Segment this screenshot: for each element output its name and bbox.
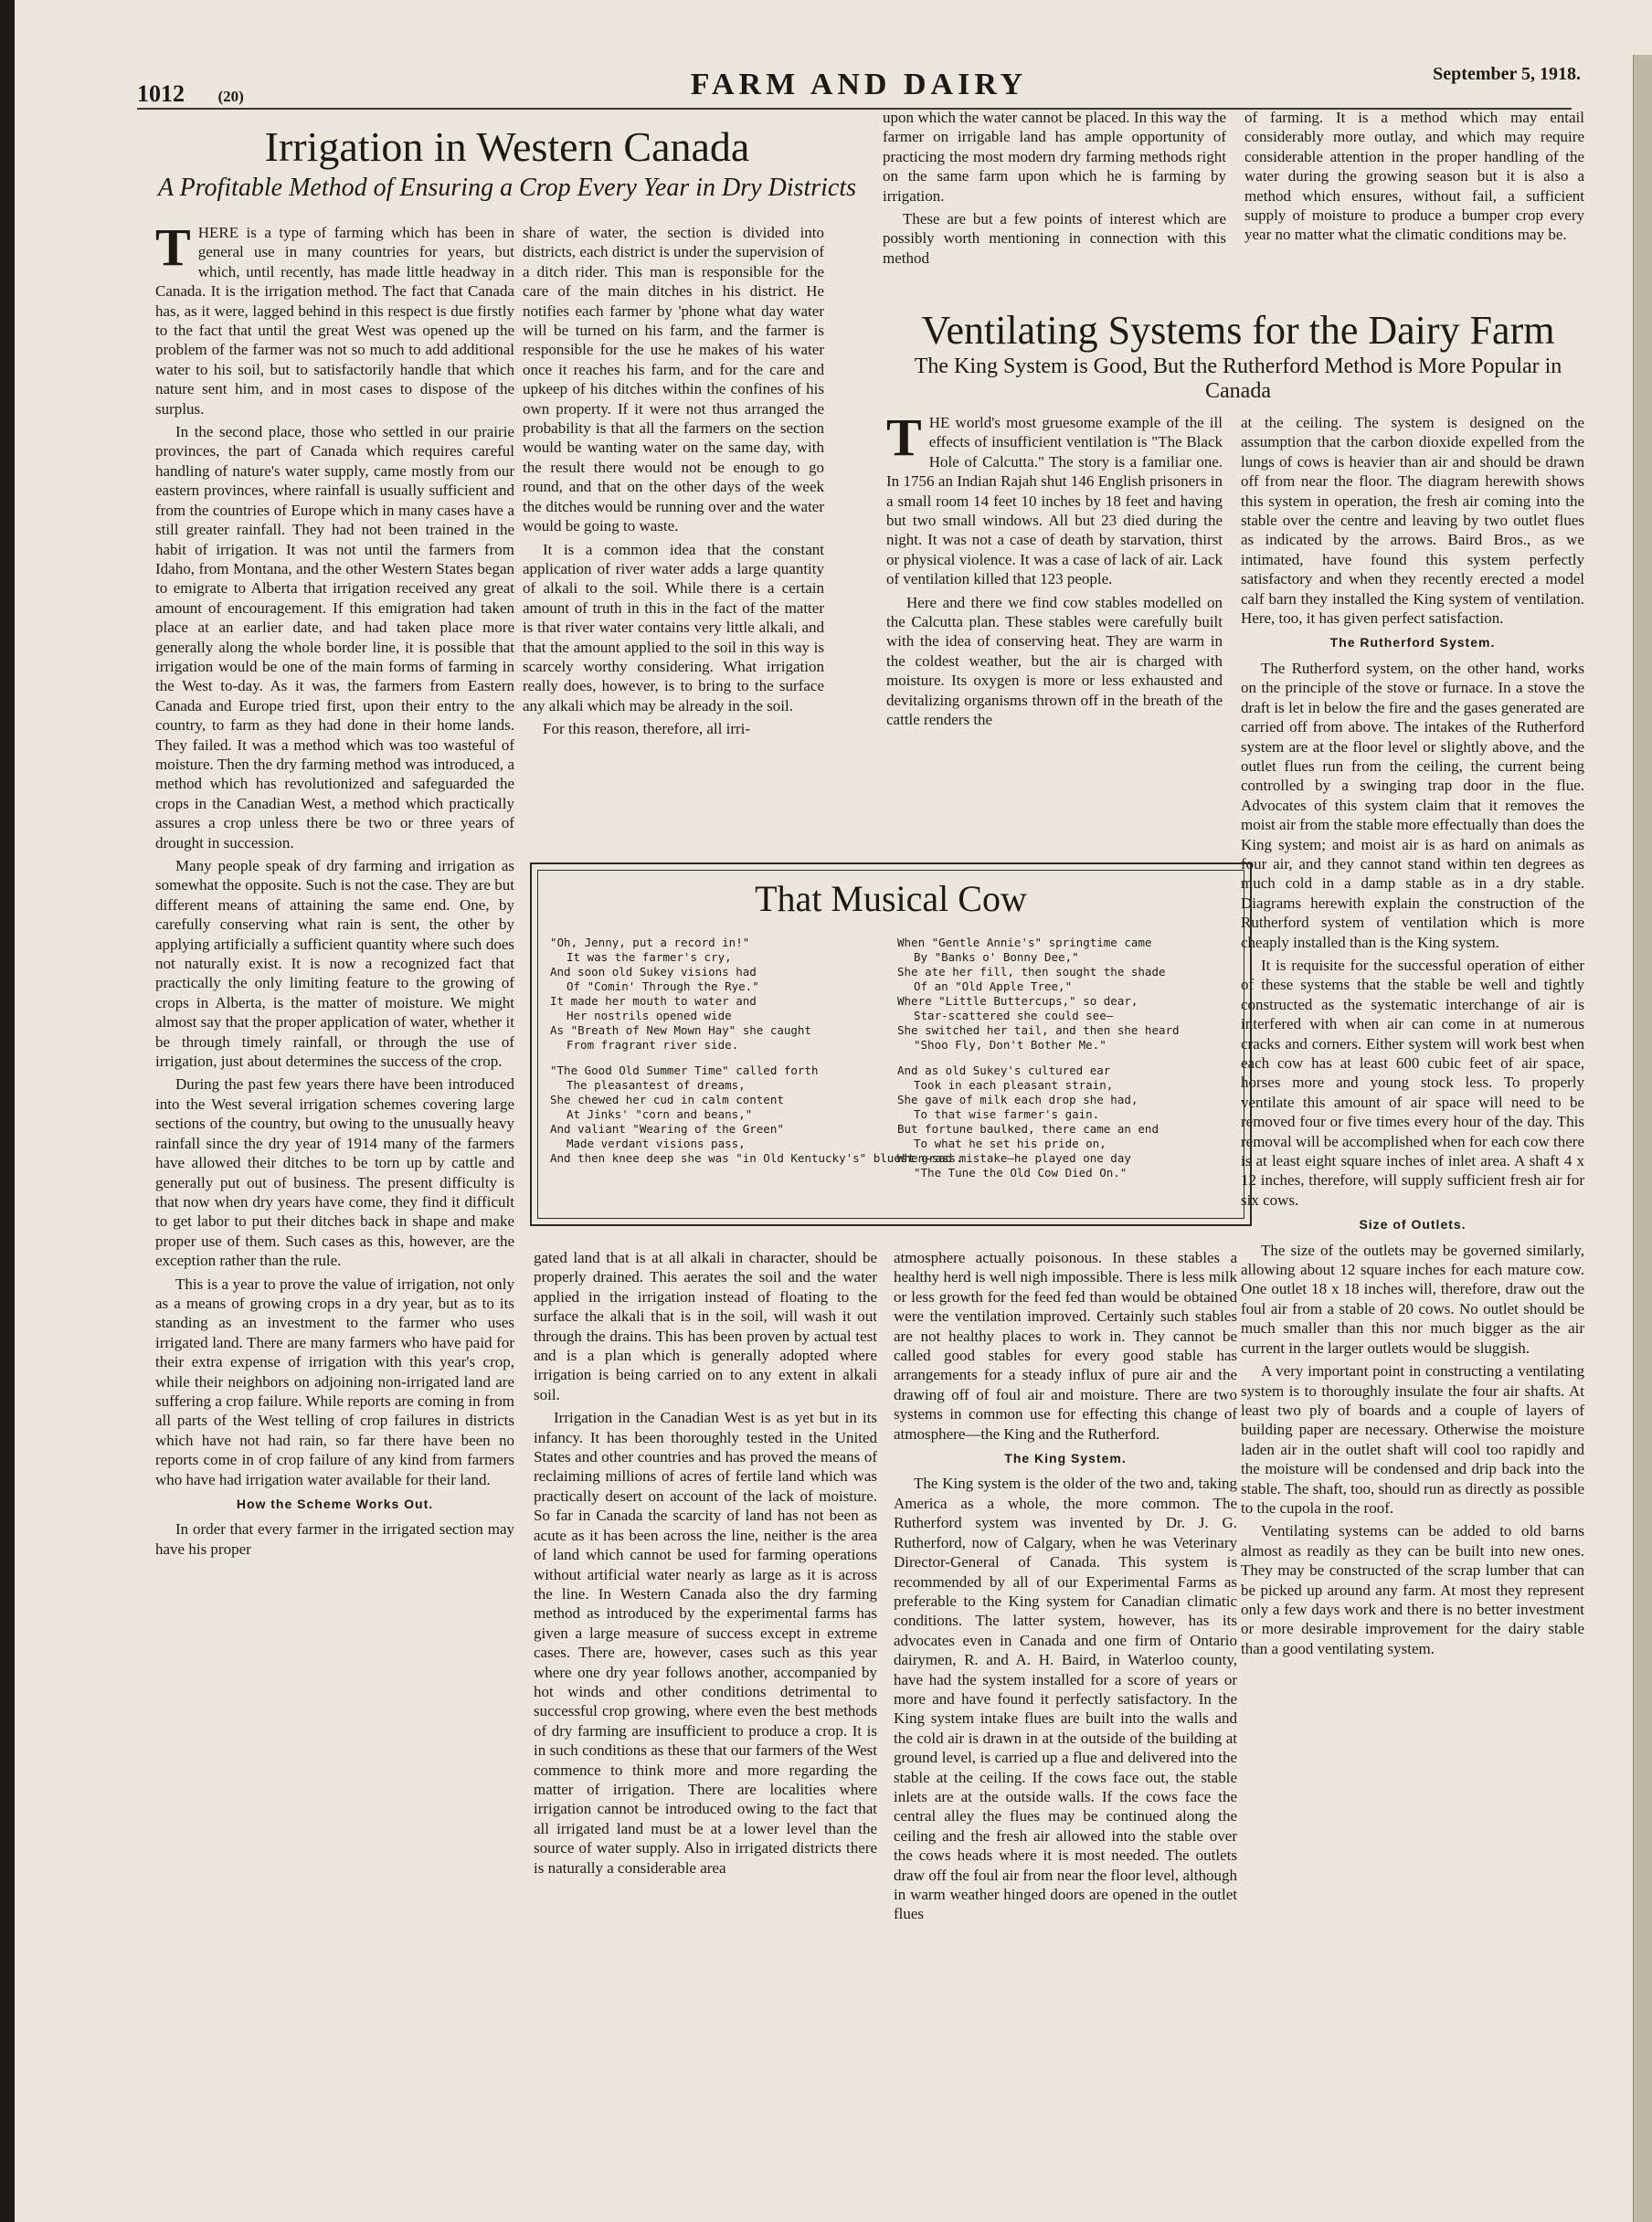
article1-col2b-para-2: Irrigation in the Canadian West is as yet but in its infancy. It has been thoroughly tested in the United States and other countries and has proved the means of reclaiming millions of acres of fertile land which was practically desert on account of the lack of moisture. So far in Canada the scarcity of land has not been as acute as it has been across the line, neither is the area of land which cannot be used for farming operations without artificial water nearly as large as it is across the line. In Western Canada also the dry farming method as introduced by the experimental farms has given a large measure of success except in extreme cases. There are, however, cases such as this year where one dry year follows another, accompanied by hot winds and other conditions detrimental to successful crop growing, where even the best methods of dry farming are insufficient to produce a crop. It is in such conditions as these that our farmers of the West commence to think more and more regarding the matter of irrigation. There are localities where irrigation cannot be introduced owing to the fact that all irrigated land must be at a lower level than the source of water supply. Also in irrigated districts there is naturally a considerable area	[534, 1409, 877, 1877]
poem-line: By "Banks o' Bonny Dee,"	[914, 950, 1079, 964]
article1-para-4: During the past few years there have been introduced into the West several irrigation schemes covering large sections of the country, but owing to the unusually heavy rainfall since the dry year of 1914 many of the farmers have allowed their ditches to be torn up by cattle and generally put out of business. The present difficulty is that now when dry years have come, they find it difficult to get labor to put their ditches back in shape and make proper use of them. Such cases as this, however, are the exception rather than the rule.	[155, 1075, 514, 1270]
binding-edge	[0, 0, 15, 2222]
poem-line: The pleasantest of dreams,	[567, 1078, 746, 1092]
article2-title: Ventilating Systems for the Dairy Farm	[921, 308, 1555, 353]
poem-line: "The Tune the Old Cow Died On."	[914, 1166, 1128, 1180]
drop-cap: T	[155, 223, 191, 277]
rutherford-subhead: The Rutherford System.	[1329, 635, 1496, 651]
article1-subhead: How the Scheme Works Out.	[236, 1497, 434, 1511]
article1-column-2-top	[523, 223, 824, 855]
poem-line: Of "Comin' Through the Rye."	[567, 979, 759, 993]
article2-para-1	[886, 413, 1223, 589]
article1-para-2: In the second place, those who settled in our prairie provinces, the part of Canada which requires careful handling of nature's water supply, came mostly from our eastern provinces, where rainfall is usually sufficient and from the countries of Europe which in many cases have a still greater rainfall. They had not been trained in the habit of irrigation. It was not until the farmers from Idaho, from Montana, and the other Western States began to emigrate to Alberta that irrigation received any great amount of encouragement. If this emigration had taken place at an earlier date, and had taken place more generally along the whole border line, it is possible that irrigation would be one of the main forms of farming in the West to-day. As it was, the farmers from Eastern Canada and Europe tried first, upon their entry to the country, to farm as they had done in their home lands. They failed. It was a method which was too wasteful of moisture. Then the dry farming method was introduced, a method which has revolutionized and safeguarded the crops in the Canadian West, a method which practically assures a crop unless there be two or three years of drought in succession.	[155, 423, 514, 852]
article2-col4-para-1: at the ceiling. The system is designed on the assumption that the carbon dioxide expelled from the lungs of cows is heavier than air and should be drawn off from near the floor. The diagram herewith shows this system in operation, the fresh air coming into the stable over the centre and leaving by two outlet flues as indicated by the arrows. Baird Bros., as we intimated, have found this system perfectly satisfactory and when they recently erected a model calf barn they installed the King system of ventilation. Here, too, it has given perfect satisfaction.	[1241, 414, 1584, 628]
poem-line: At Jinks' "corn and beans,"	[567, 1107, 753, 1121]
poem-line: Star-scattered she could see—	[914, 1009, 1114, 1022]
article2-col4-para-5: A very important point in constructing a ventilating system is to thoroughly insulate the four air shafts. At least two ply of boards and a couple of layers of building paper are necessary. Otherwise the moisture laden air in the outlet shaft will cool too rapidly and the moisture will be condensed and drip back into the stable. The shaft, too, should run as directly as possible to the cupola in the roof.	[1241, 1362, 1584, 1517]
article1-para-6: In order that every farmer in the irrigated section may have his proper	[155, 1520, 514, 1558]
article1-title: Irrigation in Western Canada	[264, 123, 750, 170]
poem-line: And valiant "Wearing of the Green"	[550, 1122, 784, 1136]
article1-col3-para-2: These are but a few points of interest which are possibly worth mentioning in connection with this method	[883, 210, 1226, 267]
article2-col4-para-3: It is requisite for the successful operation of either of these systems that the stable be well and tightly constructed as the systematic interchange of air is interfered with when air can come in at numerous cracks and corners. Either system will work best when each cow has at least 600 cubic feet of air space, horses more and young stock less. To properly ventilate this amount of air space will need to be removed four or five times every hour of the day. This removal will be accomplished when for each cow there is at least eight square inches of inlet area. A shaft 4 x 12 inches, therefore, will supply sufficient fresh air for six cows.	[1241, 956, 1584, 1209]
article2-col4-para-6: Ventilating systems can be added to old barns almost as readily as they can be built into new ones. They may be constructed of the scrap lumber that can be picked up around any farm. At most they represent only a few days work and there is no better investment or more desirable improvement for the dairy stable than a good ventilating system.	[1241, 1522, 1584, 1657]
poem-line: And soon old Sukey visions had	[550, 965, 757, 979]
poem-line: "Shoo Fly, Don't Bother Me."	[914, 1038, 1107, 1052]
article2-col3b-para-2: The King system is the older of the two and, taking America as a whole, the more common. The Rutherford system was invented by Dr. J. G. Rutherford, now of Calgary, when he was Veterinary Director-General of Canada. This system is recommended by all of our Experimental Farms as preferable to the King system for Canadian climatic conditions. The latter system, however, has its advocates even in Canada and one firm of Ontario dairymen, R. and A. H. Baird, in Waterloo county, have had the system installed for a score of years or more and have found it perfectly satisfactory. In the King system intake flues are built into the walls and the cold air is drawn in at the outside of the building at ground level, is carried up a flue and delivered into the stable at the ceiling. If the cows face out, the stable inlets are at the outside walls. If the cows face the central alley the flues may be continued along the ceiling and the fresh air allowed into the stable over the cows heads where it is most needed. The outlets draw off the foul air from near the floor level, although in warm weather hinged doors are opened in the outlet flues	[894, 1475, 1237, 1923]
poem-line: To what he set his pride on,	[914, 1137, 1107, 1150]
next-page-edge	[1633, 55, 1652, 2222]
page-sub-number: (20)	[217, 88, 244, 105]
poem-box	[530, 862, 1252, 1226]
poem-right-column	[897, 936, 1235, 1191]
article2-para-1-text: HE world's most gruesome example of the ill effects of insufficient ventilation is "The Black Hole of Calcutta." The story is a familiar one. In 1756 an Indian Rajah shut 146 English prisoners in a small room 14 feet 10 inches by 18 feet and having but two small windows. All but 23 died during the night. It was not a case of death by starvation, thirst or physical violence. It was a case of lack of air. Lack of ventilation killed that 123 people.	[886, 414, 1223, 588]
poem-line: She gave of milk each drop she had,	[897, 1093, 1138, 1106]
article1-col3-para-1: upon which the water cannot be placed. In this way the farmer on irrigable land has ample opportunity of practicing the most modern dry farming methods right on the same farm upon which he is farming by irrigation.	[883, 109, 1226, 205]
poem-line: She ate her fill, then sought the shade	[897, 965, 1166, 979]
article1-column-2-bottom	[534, 1248, 877, 2171]
poem-line: But fortune baulked, there came an end	[897, 1122, 1159, 1136]
article1-para-1-text: HERE is a type of farming which has been in general use in many countries for years, but which, until recently, has made little headway in Canada. It is the irrigation method. The fact that Canada has, as it were, lagged behind in this respect is due firstly to the fact that until the great West was opened up the problem of the farmer was not so much to add additional water to his soil, but to satisfactorily handle that which nature sent him, and in most cases to dispose of the surplus.	[155, 224, 514, 418]
article1-column-4-top	[1244, 108, 1584, 304]
article1-col2-para-1: share of water, the section is divided into districts, each district is under the supervision of a ditch rider. This man is responsible for the care of the main ditches in his district. He notifies each farmer by 'phone what day water will be turned on his farm, and the farmer is responsible for the use he makes of his water once it reaches his farm, and for the care and upkeep of his ditches within the confines of his own property. If it were not thus arranged the probability is that all the farmers on the section would be wanting water on the same day, with the result there would not be enough to go round, and that on the other days of the week the ditches would be running over and the water would be going to waste.	[523, 224, 824, 535]
page-number-value: 1012	[137, 80, 185, 107]
poem-stanza-3	[897, 936, 1235, 1053]
poem-line: She switched her tail, and then she heard	[897, 1023, 1180, 1037]
poem-line: From fragrant river side.	[567, 1038, 739, 1052]
poem-line: It made her mouth to water and	[550, 994, 757, 1008]
article1-col4-para-1: of farming. It is a method which may entail considerably more outlay, and which may require considerable attention in the proper handling of the water during the growing season but it is also a method which ensures, without fail, a sufficient supply of moisture to produce a bumper crop every year no matter what the climatic conditions may be.	[1244, 109, 1584, 244]
poem-stanza-2	[550, 1063, 963, 1166]
outlets-subhead: Size of Outlets.	[1359, 1217, 1467, 1233]
article1-col2b-para-1: gated land that is at all alkali in character, should be properly drained. This aerates the soil and the water applied in the irrigation instead of floating to the surface the alkali that is in the soil, will wash it out through the drains. This has been proven by actual test and is a plan which is generally adopted where irrigation is being carried on to any extent in alkali soil.	[534, 1249, 877, 1403]
poem-line: Where "Little Buttercups," so dear,	[897, 994, 1138, 1008]
poem-line: When—sad mistake—he played one day	[897, 1151, 1131, 1165]
masthead: FARM AND DAIRY	[690, 68, 1028, 101]
poem-line: Of an "Old Apple Tree,"	[914, 979, 1073, 993]
article1-column-1	[155, 223, 514, 2178]
poem-line: And then knee deep she was "in Old Kentucky's" bluest grass.	[550, 1151, 963, 1165]
poem-line: "The Good Old Summer Time" called forth	[550, 1063, 819, 1077]
article2-column-3-bottom	[894, 1248, 1237, 2171]
article1-subtitle: A Profitable Method of Ensuring a Crop Every Year in Dry Districts	[157, 174, 856, 202]
king-subhead: The King System.	[1004, 1451, 1127, 1466]
article2-column-3-upper	[886, 413, 1223, 852]
poem-line: As "Breath of New Mown Hay" she caught	[550, 1023, 811, 1037]
article2-para-2: Here and there we find cow stables modelled on the Calcutta plan. These stables were carefully built with the idea of conserving heat. They are warm in the coldest weather, but the air is charged with moisture. Its oxygen is more or less exhausted and devitalizing organisms thrown off in the breath of the cattle renders the	[886, 593, 1223, 729]
poem-line: "Oh, Jenny, put a record in!"	[550, 936, 750, 949]
article2-subtitle: The King System is Good, But the Rutherford Method is More Popular in Canada	[914, 354, 1562, 403]
poem-line: To that wise farmer's gain.	[914, 1107, 1100, 1121]
article1-col2-para-2: It is a common idea that the constant application of river water adds a large quantity of alkali to the soil. While there is a certain amount of truth in this in the fact of the matter is that river water contains very little alkali, and that the amount applied to the soil in this way is scarcely worthy considering. What irrigation really does, however, is to bring to the surface any alkali which may be already in the soil.	[523, 540, 824, 714]
article1-para-5: This is a year to prove the value of irrigation, not only as a means of growing crops in a dry year, but as to its standing as an investment to the farmer who uses irrigated land. There are many farmers who have paid for their extra expense of irrigation with this year's crop, while their neighbors on adjoining non-irrigated land are suffering a crop failure. While reports are coming in from all parts of the West telling of crop failures in districts which have not had rain, so far there have been no reports come in of crop failure of any kind from farmers who have had irrigation water available for their land.	[155, 1275, 514, 1488]
article1-column-3-top	[883, 108, 1226, 304]
drop-cap-2: T	[886, 413, 922, 467]
article1-para-3: Many people speak of dry farming and irrigation as somewhat the opposite. Such is not the case. They are but different means of attaining the same end. One, by carefully conserving what rain is sent, the other by applying artificially a sufficient quantity where such does not naturally exist. It is now a recognized fact that practically the only limiting feature to the growing of crops in Alberta, is the matter of moisture. We might almost say that the proper application of water, whether it be through timely rainfall, or through the use of irrigation, just about determines the success of the crop.	[155, 857, 514, 1071]
poem-line: Took in each pleasant strain,	[914, 1078, 1114, 1092]
issue-date: September 5, 1918.	[1433, 64, 1581, 84]
poem-line: When "Gentle Annie's" springtime came	[897, 936, 1152, 949]
article2-col4-para-4: The size of the outlets may be governed similarly, allowing about 12 square inches for each mature cow. One outlet 18 x 18 inches will, therefore, draw out the foul air from a stable of 20 cows. No outlet should be much smaller than this nor much bigger as the air current in the larger outlets would be sluggish.	[1241, 1241, 1584, 1357]
poem-line: It was the farmer's cry,	[567, 950, 732, 964]
article1-col2-para-3: For this reason, therefore, all irri-	[543, 720, 751, 738]
poem-line: And as old Sukey's cultured ear	[897, 1063, 1111, 1077]
article1-para-1	[155, 223, 514, 418]
article2-col3b-para-1: atmosphere actually poisonous. In these stables a healthy herd is well nigh impossible. There is less milk or less growth for the feed fed than would be obtained were the ventilation improved. Certainly such stables are not healthy places to work in. They cannot be called good stables for every good stable has arrangements for a steady influx of pure air and the drawing off of foul air and moisture. There are two systems in common use for effecting this change of atmosphere—the King and the Rutherford.	[894, 1249, 1237, 1443]
article2-col4-para-2: The Rutherford system, on the other hand, works on the principle of the stove or furnace. In a stove the draft is let in below the fire and the gases generated are carried off from above. The intakes of the Rutherford system are at the floor level or slightly above, and the outlet flues run from the ceiling, the current being controlled by a swinging trap door in the flue. Advocates of this system claim that it removes the moist air from the stable more effectually than does the King system; and moist air is as hard on animals as four air, and they cannot stand within ten degrees as much cold in a damp stable as in a dry stable. Diagrams herewith explain the construction of the Rutherford system of ventilation which is more cheaply installed than is the King system.	[1241, 659, 1584, 951]
poem-line: Made verdant visions pass,	[567, 1137, 746, 1150]
page-header	[137, 64, 1599, 106]
poem-line: She chewed her cud in calm content	[550, 1093, 784, 1106]
poem-stanza-1	[550, 936, 897, 1053]
poem-title: That Musical Cow	[755, 878, 1027, 919]
page-number	[137, 80, 244, 108]
poem-left-column	[550, 936, 963, 1177]
poem-stanza-4	[897, 1063, 1235, 1180]
article2-column-4	[1241, 413, 1584, 2167]
poem-line: Her nostrils opened wide	[567, 1009, 732, 1022]
